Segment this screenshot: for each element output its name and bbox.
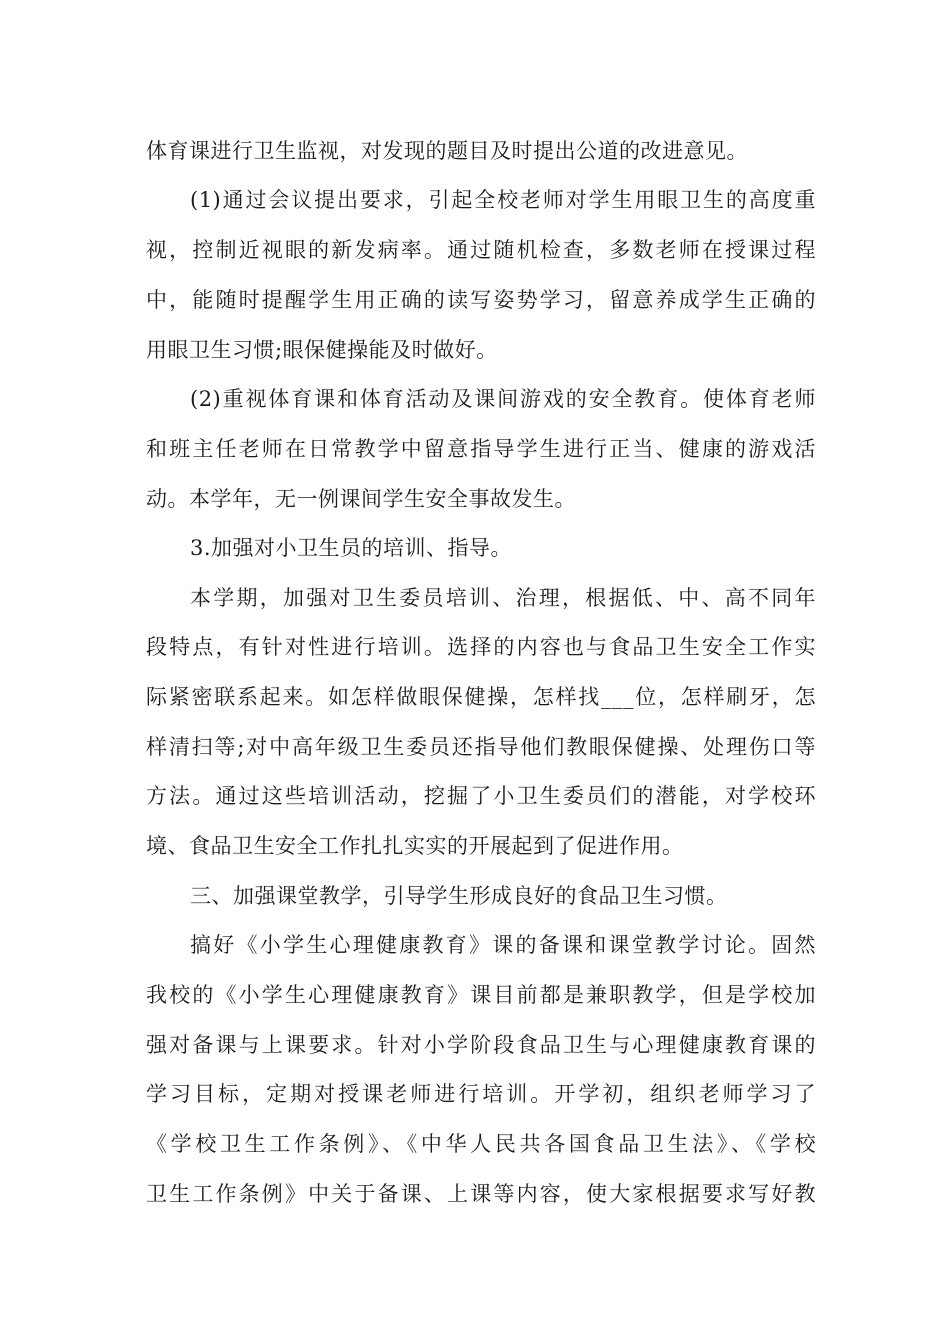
text-line: 《学校卫生工作条例》、《中华人民共各国食品卫生法》、《学校 [146,1132,816,1156]
text-line: 三、加强课堂教学，引导学生形成良好的食品卫生习惯。 [190,884,728,908]
text-line: 和班主任老师在日常教学中留意指导学生进行正当、健康的游戏活 [146,437,816,461]
text-line: 动。本学年，无一例课间学生安全事故发生。 [146,487,576,511]
text-line: 际紧密联系起来。如怎样做眼保健操，怎样找___位，怎样刷牙，怎 [146,685,816,709]
text-line: 强对备课与上课要求。针对小学阶段食品卫生与心理健康教育课的 [146,1033,816,1057]
text-line: 本学期，加强对卫生委员培训、治理，根据低、中、高不同年 [190,586,816,610]
text-line: 方法。通过这些培训活动，挖掘了小卫生委员们的潜能，对学校环 [146,784,816,808]
text-line: 用眼卫生习惯;眼保健操能及时做好。 [146,338,498,362]
text-line: 样清扫等;对中高年级卫生委员还指导他们教眼保健操、处理伤口等 [146,735,816,759]
text-line: 我校的《小学生心理健康教育》课目前都是兼职教学，但是学校加 [146,983,816,1007]
text-line: 卫生工作条例》中关于备课、上课等内容，使大家根据要求写好教 [146,1182,816,1206]
text-line: 境、食品卫生安全工作扎扎实实的开展起到了促进作用。 [146,834,684,858]
text-line: 视，控制近视眼的新发病率。通过随机检查，多数老师在授课过程 [146,238,816,262]
text-line: 搞好《小学生心理健康教育》课的备课和课堂教学讨论。固然 [190,933,816,957]
text-line: 3.加强对小卫生员的培训、指导。 [190,536,513,560]
text-line: (2)重视体育课和体育活动及课间游戏的安全教育。使体育老师 [190,387,816,411]
text-line: 体育课进行卫生监视，对发现的题目及时提出公道的改进意见。 [146,139,748,163]
text-line: 中，能随时提醒学生用正确的读写姿势学习，留意养成学生正确的 [146,288,816,312]
text-line: (1)通过会议提出要求，引起全校老师对学生用眼卫生的高度重 [190,188,816,212]
text-line: 段特点，有针对性进行培训。选择的内容也与食品卫生安全工作实 [146,635,816,659]
text-line: 学习目标，定期对授课老师进行培训。开学初，组织老师学习了 [146,1082,816,1106]
